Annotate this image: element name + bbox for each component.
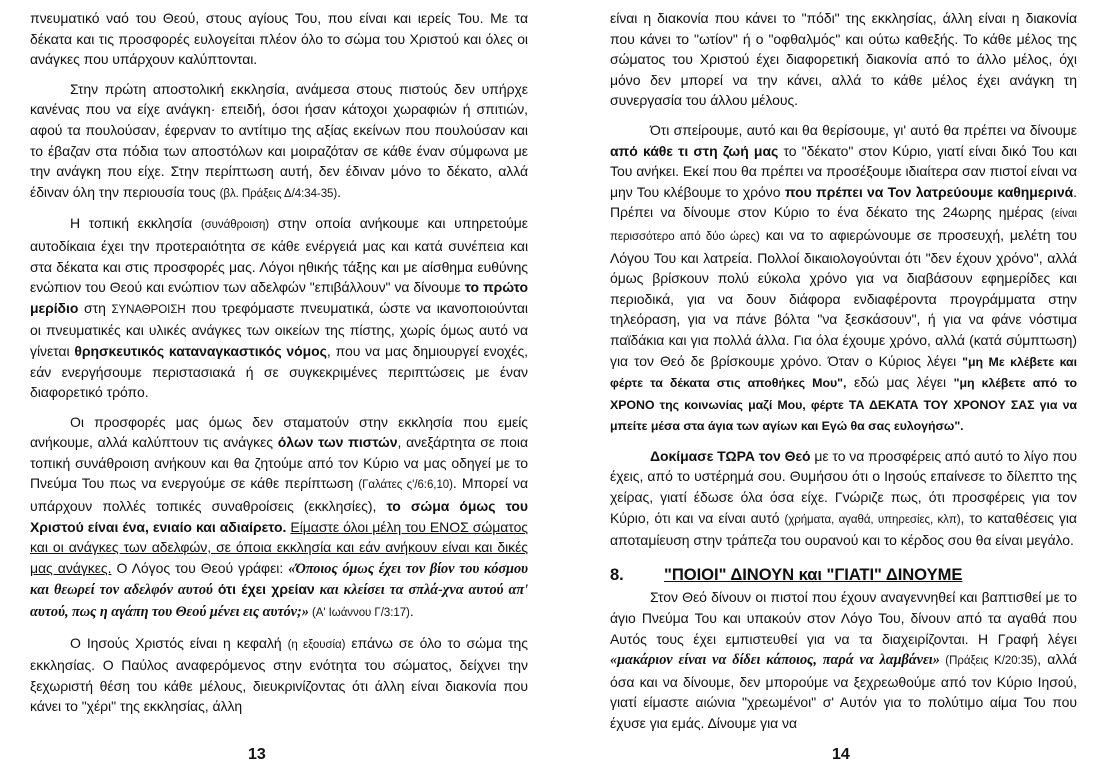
emphasis: από κάθε τι στη ζωή μας xyxy=(610,142,779,159)
text-run: Ότι σπείρουμε, αυτό και θα θερίσουμε, γι' αυτό θα πρέπει να δίνουμε xyxy=(650,121,1077,138)
text-run: είναι η διακονία που κάνει το "πόδι" της εκκλησίας, άλλη είναι η διακονία που κάνει το "ωτίον" ή ο "οφθαλμός" και ούτω καθεξής. Το κάθε μέλος της σώματος του Χριστού έχει διαφορετική διακονία από το άλλο μέλος, όχι μόνο δεν μπορεί να την κάνει, αλλά το κάθε μέλος έχει ανάγκη τη συνεργασία του άλλου μέλους. xyxy=(610,10,1077,109)
caps-term: ΣΥΝΑΘΡΟΙΣΗ xyxy=(111,303,186,316)
parenthetical-note: (χρήματα, αγαθά, υπηρεσίες, κλπ) xyxy=(784,513,961,526)
text-run: Στον Θεό δίνουν οι πιστοί που έχουν αναγεννηθεί και βαπτισθεί με το άγιο Πνεύμα Του και υπακούν στον Λόγο Του, δίνουν από τα αγαθά που Αυτός τους έχει εμπιστευθεί για να τα διαχειρίζονται. Η Γραφή λέγει xyxy=(610,589,1077,647)
text-run: Ο Λόγος του Θεού γράφει: xyxy=(111,559,289,576)
text-run: , αλλά όσα και να δίνουμε, δεν μπορούμε να ξεχρεωθούμε από τον Κύριο Ιησού, γιατί είμαστε αιώνια "χρεωμένοι" σ' Αυτόν για το πολύτιμο αίμα Του που έχυσε για εμάς. Δίνουμε για να xyxy=(610,651,1077,731)
text-run: πνευματικό ναό του Θεού, στους αγίους Του, που είναι και ιερείς Του. Με τα δέκατα και τις προσφορές ευλογείται πλέον όλο το σώμα του Χριστού και όλες οι ανάγκες που υπάρχουν καλύπτονται. xyxy=(30,10,528,68)
page-number: 14 xyxy=(832,746,850,763)
right-page-text xyxy=(610,8,1077,734)
parenthetical-note: (συνάθροιση) xyxy=(200,219,270,232)
text-run: Οι προσφορές μας όμως δεν σταματούν στην εκκλησία που εμείς ανήκουμε, αλλά καλύπτουν τις ανάγκες xyxy=(30,413,528,451)
page-number: 13 xyxy=(248,746,266,763)
paragraph xyxy=(30,213,528,402)
emphasis: το σώμα όμως του Χριστού είναι ένα, ενιαίο και αδιαίρετο. xyxy=(30,498,528,535)
right-page xyxy=(552,0,1101,770)
text-run: . xyxy=(337,183,342,200)
text-run: Ο Ιησούς Χριστός είναι η κεφαλή xyxy=(70,634,288,651)
text-run: , που να μας δημιουργεί ενοχές, εάν ενεργήσουμε περιστασιακά ή σε συγκεκριμένες περιπτώσεις με έναν διαφορετικό τρόπο. xyxy=(30,342,528,401)
emphasis: το πρώτο μερίδιο xyxy=(30,279,528,316)
text-run: στη xyxy=(78,299,112,316)
text-run: . Πρέπει να δίνουμε στον Κύριο το ένα δέκατο της 24ωρης ημέρας xyxy=(610,183,1077,221)
scripture-reference: (βλ. Πράξεις Δ/4:34-35) xyxy=(219,187,338,200)
paragraph xyxy=(610,446,1077,551)
paragraph xyxy=(30,412,528,624)
text-run: που τρεφόμαστε πνευματικά, ώστε να ικανοποιούνται οι πνευματικές και υλικές ανάγκες των οικείων της πίστης, χωρίς όμως αυτό να γίνεται xyxy=(30,299,528,359)
emphasis: όλων των πιστών xyxy=(277,434,398,451)
section-title: "ΠΟΙΟΙ" ΔΙΝΟΥΝ και "ΓΙΑΤΙ" ΔΙΝΟΥΜΕ xyxy=(664,564,963,584)
text-run: Στην πρώτη αποστολική εκκλησία, ανάμεσα στους πιστούς δεν υπήρχε κανένας που να είχε ανάγκη· επειδή, όσοι ήσαν κάτοχοι χωραφιών ή σπιτιών, αφού τα πουλούσαν, έφερναν το αντίτιμο της αξίας εκείνων που πουλούσαν και το έβαζαν στα πόδια των αποστόλων και μοιραζόταν σε κάθε έναν σύμφωνα με την ανάγκη που είχε. Στην περίπτωση αυτή, δεν έδιναν μόνο το δέκατο, αλλά έδιναν όλη την περιουσία τους xyxy=(30,80,528,200)
scripture-quote: και κλείσει τα σπλά-χνα αυτού απ' αυτού, πως η αγάπη του Θεού μένει εις αυτόν;» xyxy=(30,582,529,621)
scripture-reference: (Πράξεις Κ/20:35) xyxy=(939,655,1038,668)
quoted-emphasis: "μη κλέβετε από το ΧΡΟΝΟ της κοινωνίας μαζί Μου, φέρτε ΤΑ ΔΕΚΑΤΑ ΤΟΥ ΧΡΟΝΟΥ ΣΑΣ για να μπείτε μέσα στα άγια των αγίων και Εγώ θα σας ευλογήσω". xyxy=(610,376,1078,434)
paragraph xyxy=(30,79,528,205)
left-page xyxy=(0,0,548,770)
paragraph xyxy=(610,8,1077,111)
section-heading xyxy=(610,565,1077,586)
scripture-quote: «Όποιος όμως έχει τον βίον του κόσμου και θεωρεί τον αδελφόν αυτού xyxy=(30,560,528,599)
text-run: επάνω σε όλο το σώμα της εκκλησίας. Ο Παύλος αναφερόμενος στην ενότητα του σώματος, δείχνει την ξεχωριστή θέση του κάθε μέλους, διευκρινίζοντας ότι άλλη είναι διακονία που κάνει το "χέρι" της εκκλησίας, άλλη xyxy=(30,634,528,715)
paragraph xyxy=(610,587,1077,733)
text-run: και να το αφιερώνουμε σε προσευχή, μελέτη του Λόγου Του και λατρεία. Πολλοί δικαιολογούνται ότι "δεν έχουν χρόνο", αλλά όμως βρίσκουν πολύ εύκολα χρόνο για να διαβάσουν εφημερίδες και περιοδικά, για να δουν διάφορα ενδιαφέροντα προγράμματα στην τηλεόραση, για να πάνε βόλτα "να ξεσκάσουν", ή για να φάνε νόστιμα παϊδάκια και για πολλά άλλα. Για όλα έχουμε χρόνο, αλλά (κατά σύμπτωση) για τον Θεό δε βρίσκουμε χρόνο. Όταν ο Κύριος λέγει xyxy=(610,226,1077,369)
text-run: . Μπορεί να υπάρχουν πολλές τοπικές συναθροίσεις (εκκλησίες), xyxy=(30,475,529,515)
scripture-reference: (Α' Ιωάννου Γ/3:17) xyxy=(308,607,410,620)
parenthetical-note: (η εξουσία) xyxy=(287,638,346,651)
text-run: Η τοπική εκκλησία xyxy=(70,215,201,232)
scripture-quote: «μακάριον είναι να δίδει κάποιος, παρά να λαμβάνει» xyxy=(610,652,940,669)
scripture-reference: (Γαλάτες ς'/6:6,10) xyxy=(358,479,453,492)
paragraph xyxy=(30,8,528,70)
underlined-text: Είμαστε όλοι μέλη του ΕΝΟΣ σώματος και οι ανάγκες των αδελφών, σε όποια εκκλησία και εάν ανήκουν είναι και δικές μας ανάγκες. xyxy=(30,518,529,576)
text-run: , το καταθέσεις για αποταμίευση στην τράπεζα του ουρανού και το κέρδος σου θα είναι μεγάλο. xyxy=(610,509,1077,549)
text-run: . xyxy=(409,603,414,620)
text-run: με το να προσφέρεις από αυτό το λίγο που έχεις, από το υστέρημά σου. Θυμήσου ότι ο Ιησούς επαίνεσε το δίλεπτο της χείρας, γιατί έδωσε όλα όσα είχε. Γνώριζε πως, ότι προσφέρεις για τον Κύριο, ότι και να είναι αυτό xyxy=(610,447,1077,526)
paragraph xyxy=(610,120,1077,437)
paragraph xyxy=(30,633,528,717)
text-run: στην οποία ανήκουμε και υπηρετούμε αυτοδίκαια έχει την προτεραιότητα σε κάθε ενέργειά μας και κατά συνέπεια και στα δέκατα και στις προσφορές μας. Λόγοι ηθικής τάξης και με αίσθημα ευθύνης ενώπιον του Θεού και ενώπιον των αδελφών "επιβάλλουν" να δίνουμε xyxy=(30,215,528,296)
text-run: το "δέκατο" στον Κύριο, γιατί είναι δικό Του και Του ανήκει. Εκεί που θα πρέπει να προσέξουμε ιδιαίτερα σαν πιστοί είναι να μην Του κλέβουμε το χρόνο xyxy=(610,142,1077,200)
section-number: 8. xyxy=(610,564,624,584)
emphasis: Δοκίμασε ΤΩΡΑ τον Θεό xyxy=(650,447,811,464)
left-page-text xyxy=(30,8,528,717)
parenthetical-note: (είναι περισσότερο από δύο ώρες) xyxy=(610,208,1077,243)
emphasis: ότι έχει χρείαν xyxy=(217,581,315,598)
quoted-emphasis: "μη Με κλέβετε και φέρτε τα δέκατα στις αποθήκες Μου", xyxy=(610,354,1077,391)
emphasis: που πρέπει να Τον λατρεύουμε καθημερινά xyxy=(784,183,1074,200)
emphasis: θρησκευτικός καταναγκαστικός νόμος xyxy=(74,342,327,359)
text-run: εδώ μας λέγει xyxy=(846,374,954,391)
text-run: , ανεξάρτητα σε ποια τοπική συνάθροιση ανήκουν και θα ζητούμε από τον Κύριο να μας οδηγεί με το Πνεύμα Του πως να ενεργούμε σε κάθε περίπτωση xyxy=(30,434,528,492)
